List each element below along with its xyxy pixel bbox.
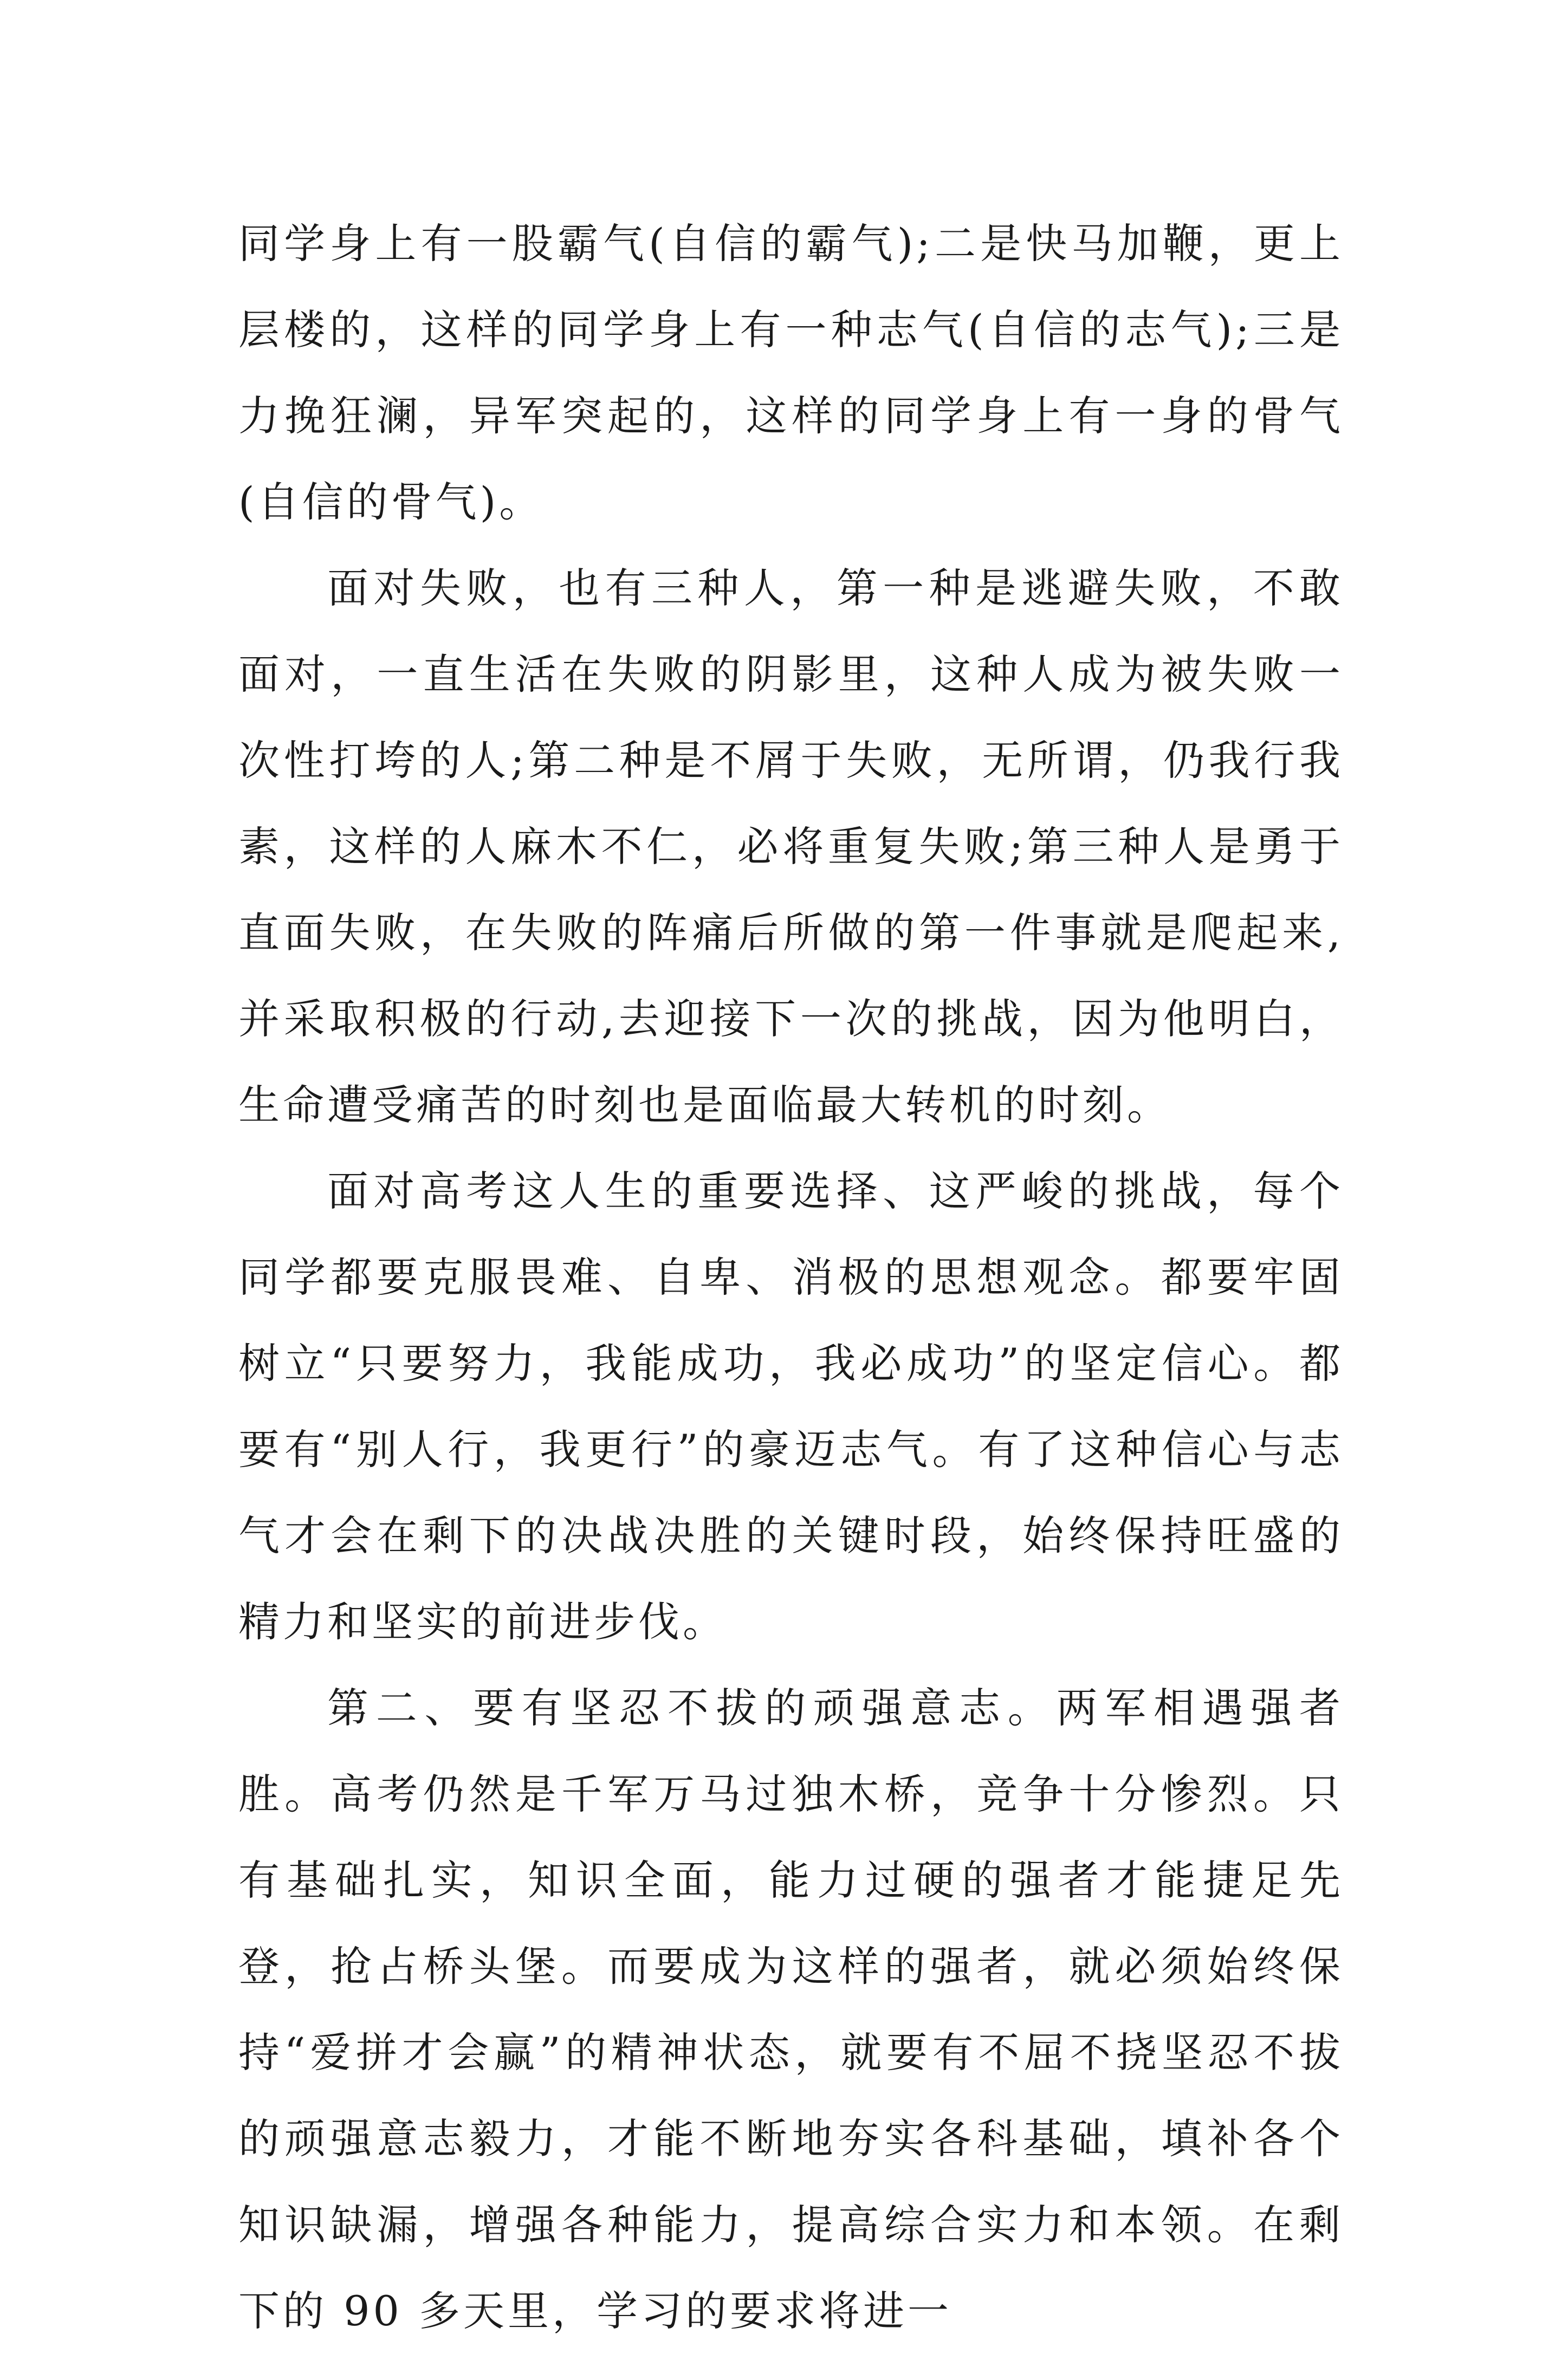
paragraph-second-point-willpower: 第二、要有坚忍不拔的顽强意志。两军相遇强者胜。高考仍然是千军万马过独木桥，竞争十分惨烈。只有基础扎实，知识全面，能力过硬的强者才能捷足先登，抢占桥头堡。而要成为这样的强者，就必须始终保持“爱拼才会赢”的精神状态，就要有不屈不挠坚忍不拔的顽强意志毅力，才能不断地夯实各科基础，填补各个知识缺漏，增强各种能力，提高综合实力和本领。在剩下的 90 多天里，学习的要求将进一	[238, 1684, 1344, 2335]
paragraph-facing-failure: 面对失败，也有三种人，第一种是逃避失败，不敢面对，一直生活在失败的阴影里，这种人成为被失败一次性打垮的人;第二种是不屑于失败，无所谓，仍我行我素，这样的人麻木不仁，必将重复失败;第三种人是勇于直面失败，在失败的阵痛后所做的第一件事就是爬起来,并采取积极的行动,去迎接下一次的挑战，因为他明白，生命遭受痛苦的时刻也是面临最大转机的时刻。	[238, 564, 1344, 1129]
document-page	[238, 200, 1344, 2354]
paragraph-gaokao-confidence: 面对高考这人生的重要选择、这严峻的挑战，每个同学都要克服畏难、自卑、消极的思想观念。都要牢固树立“只要努力，我能成功，我必成功”的坚定信心。都要有“别人行，我更行”的豪迈志气。有了这种信心与志气才会在剩下的决战决胜的关键时段，始终保持旺盛的精力和坚实的前进步伐。	[238, 1167, 1344, 1646]
paragraph-continued: 同学身上有一股霸气(自信的霸气);二是快马加鞭，更上层楼的，这样的同学身上有一种志气(自信的志气);三是力挽狂澜，异军突起的，这样的同学身上有一身的骨气(自信的骨气)。	[238, 219, 1344, 526]
